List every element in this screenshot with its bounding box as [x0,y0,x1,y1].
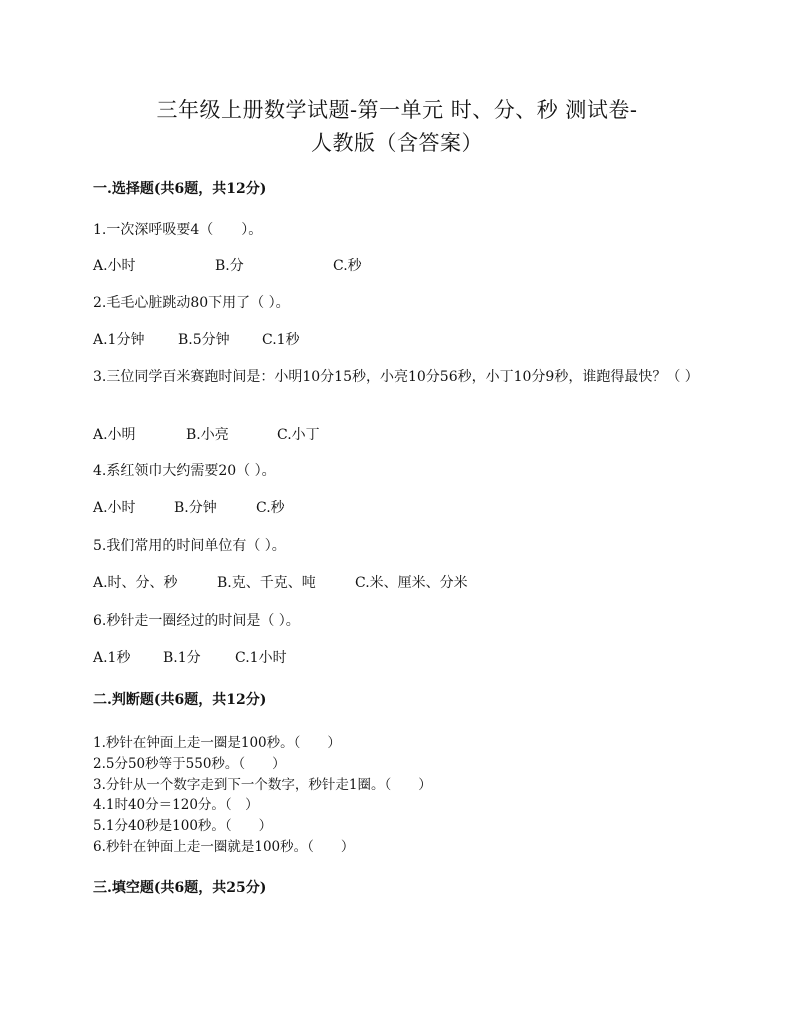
option-b: B.分钟 [174,500,217,516]
option-b: B.分 [215,258,244,274]
option-a: A.1秒 [93,650,131,666]
question-1: 1.一次深呼吸要4（ ）。 [93,222,263,238]
judge-item-3: 3.分针从一个数字走到下一个数字，秒针走1圈。（ ） [93,777,432,793]
question-2: 2.毛毛心脏跳动80下用了（ ）。 [93,295,290,311]
document-title-line-2: 人教版（含答案） [311,131,483,155]
option-a: A.小时 [93,500,136,516]
option-a: A.1分钟 [93,332,145,348]
question-3: 3.三位同学百米赛跑时间是：小明10分15秒，小亮10分56秒，小丁10分9秒，谁跑得最快？（ ） [93,369,699,385]
question-6: 6.秒针走一圈经过的时间是（ ）。 [93,613,300,629]
judge-item-6: 6.秒针在钟面上走一圈就是100秒。（ ） [93,839,355,855]
option-c: C.1小时 [235,650,287,666]
option-b: B.小亮 [186,427,229,443]
question-5: 5.我们常用的时间单位有（ ）。 [93,538,286,554]
option-a: A.时、分、秒 [93,575,178,591]
option-b: B.克、千克、吨 [217,575,316,591]
judge-item-5: 5.1分40秒是100秒。（ ） [93,818,273,834]
question-4: 4.系红领巾大约需要20（ ）。 [93,463,276,479]
option-c: C.米、厘米、分米 [355,575,468,591]
option-b: B.1分 [163,650,201,666]
option-c: C.小丁 [277,427,320,443]
option-c: C.1秒 [262,332,300,348]
section-heading-judge: 二.判断题(共6题，共12分) [93,692,267,708]
option-c: C.秒 [256,500,285,516]
option-a: A.小明 [93,427,136,443]
judge-item-4: 4.1时40分＝120分。（ ） [93,797,259,813]
option-a: A.小时 [93,258,136,274]
judge-item-2: 2.5分50秒等于550秒。（ ） [93,756,286,772]
option-c: C.秒 [333,258,362,274]
section-heading-fill: 三.填空题(共6题，共25分) [93,880,267,896]
section-heading-choice: 一.选择题(共6题，共12分) [93,181,267,197]
option-b: B.5分钟 [178,332,230,348]
judge-item-1: 1.秒针在钟面上走一圈是100秒。（ ） [93,735,341,751]
document-title-line-1: 三年级上册数学试题-第一单元 时、分、秒 测试卷- [156,98,638,122]
